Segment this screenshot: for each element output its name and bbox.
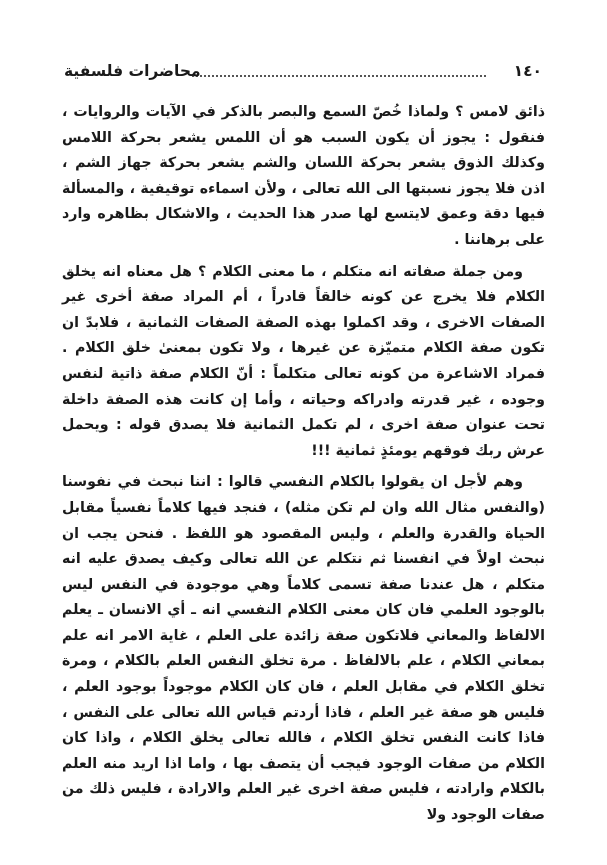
page-number: ١٤٠ — [513, 62, 542, 80]
page-header — [64, 62, 542, 88]
body-text — [62, 100, 545, 835]
paragraph: ذائق لامس ؟ ولماذا خُصّ السمع والبصر بالذكر في الآيات والروايات ، فنقول : يجوز أن يكون السبب هو أن اللمس يشعر بحركة اللامس وكذلك الذوق يشعر بحركة اللسان والشم يشعر بحركة جهاز الشم ، اذن فلا يجوز نسبتها الى الله تعالى ، ولأن اسماءه توقيفية ، والمسألة فيها دقة وعمق لايتسع لها صدر هذا الحديث ، والاشكال بظاهره وارد على برهاننا . — [62, 104, 545, 248]
running-title: محاضرات فلسفية — [64, 62, 201, 80]
paragraph: ومن جملة صفاته انه متكلم ، ما معنى الكلام ؟ هل معناه انه يخلق الكلام فلا يخرج عن كونه خالقاً قادراً ، أم المراد صفة أخرى غير الصفات الاخرى ، وقد اكملوا بهذه الصفة الصفات الثمانية ، فلابدّ ان تكون صفة الكلام متميّزة عن غيرها ، ولا تكون بمعنىٰ خلق الكلام . فمراد الاشاعرة من كونه تعالى متكلماً : أنّ الكلام صفة ذاتية لنفس وجوده ، غير قدرته وادراكه وحياته ، وأما إن كانت هذه الصفة داخلة تحت عنوان صفة اخرى ، لم تكمل الثمانية فلا يصدق قوله : ويحمل عرش ربك فوقهم يومئذٍ ثمانية !!! — [62, 263, 545, 459]
paragraph: وهم لأجل ان يقولوا بالكلام النفسي قالوا : اننا نبحث في نفوسنا (والنفس مثال الله وان لم تكن مثله) ، فنجد فيها كلاماً نفسياً مقابل الحياة والقدرة والعلم ، وليس المقصود هو اللفظ . فنحن يجب ان نبحث اولاً في انفسنا ثم نتكلم عن الله تعالى وكيف يصدق عليه انه متكلم ، هل عندنا صفة تسمى كلاماً وهي موجودة في النفس ليس بالوجود العلمي فان كان معنى الكلام النفسي انه ـ أي الانسان ـ يعلم الالفاظ والمعاني فلاتكون صفة زائدة على العلم ، غاية الامر انه علم بمعاني الكلام ، علم بالالفاظ . مرة تخلق النفس العلم بالكلام ، ومرة تخلق الكلام في مقابل العلم ، فان كان الكلام موجوداً بوجود العلم ، فليس هو صفة غير العلم ، فاذا أردتم قياس الله تعالى على النفس ، فاذا كانت النفس تخلق الكلام ، فالله تعالى يخلق الكلام ، واذا كان الكلام من صفات الوجود فيجب أن يتصف بها ، واما اذا اريد منه العلم بالكلام وارادته ، فليس صفة اخرى غير العلم والارادة ، فليس ذلك من صفات الوجود ولا — [62, 474, 545, 824]
dotted-leader — [192, 67, 486, 77]
